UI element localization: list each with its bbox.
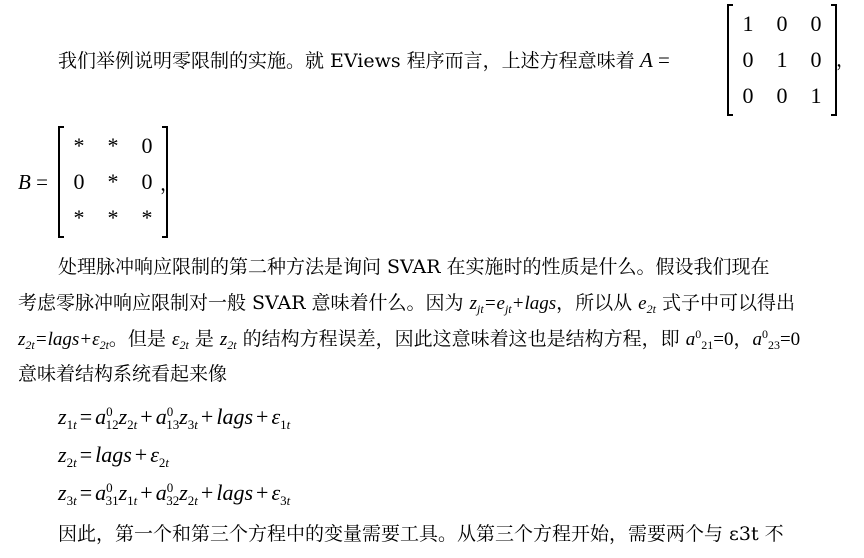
paragraph-2-line-2: 考虑零脉冲响应限制对一般 SVAR 意味着什么。因为 $z_{jt}=e_{jt}+lags$，所以从 $e_{2t}$ 式子中可以得出 bbox=[18, 292, 795, 316]
matrix-a-cell: 0 bbox=[810, 47, 822, 72]
matrix-b-cell: 0 bbox=[141, 169, 153, 194]
matrix-b-cell: * bbox=[73, 205, 85, 230]
matrix-a-cell: 0 bbox=[776, 11, 788, 36]
matrix-a-cell: 0 bbox=[742, 83, 754, 108]
matrix-b-cell: * bbox=[107, 169, 119, 194]
matrix-b-cell: 0 bbox=[141, 133, 153, 158]
inline-math-z2t: $z_{2t}$ bbox=[219, 329, 237, 352]
matrix-a-trail: ， bbox=[836, 49, 856, 71]
matrix-a-cell: 0 bbox=[742, 47, 754, 72]
equation-2: $z_{2t}$ = lags + $\varepsilon_{2t}$ bbox=[58, 442, 170, 470]
inline-math-z-jt: $z_{jt}=e_{jt}+lags$ bbox=[469, 293, 557, 316]
inline-math-e2t: $e_{2t}$ bbox=[638, 293, 656, 316]
paragraph-1-line bbox=[58, 48, 670, 73]
inline-math-a21: $a^0_{21}=0$ bbox=[685, 327, 734, 352]
inline-math-eps2t: $\varepsilon_{2t}$ bbox=[171, 329, 189, 352]
inline-math-a23: $a^0_{23}=0$ bbox=[752, 327, 801, 352]
matrix-a-cell: 0 bbox=[810, 11, 822, 36]
matrix-a-cell: 0 bbox=[776, 83, 788, 108]
matrix-b-cell: * bbox=[107, 205, 119, 230]
matrix-b-cell: * bbox=[107, 133, 119, 158]
paragraph-2-line-3: $z_{2t}=lags+\varepsilon_{2t}$。但是 $\varepsilon_{2t}$ 是 $z_{2t}$ 的结构方程误差，因此这意味着这也是结构方程，即 $a^0_{21}=0$，$a^0_{23}=0$ bbox=[18, 327, 801, 352]
matrix-b bbox=[58, 128, 168, 236]
matrix-b-trail: ， bbox=[160, 173, 180, 195]
matrix-a-cell: 1 bbox=[776, 47, 788, 72]
matrix-b-cell: * bbox=[73, 133, 85, 158]
paragraph-2-line-1: 处理脉冲响应限制的第二种方法是询问 SVAR 在实施时的性质是什么。假设我们现在 bbox=[58, 256, 770, 278]
matrix-b-label: B = bbox=[18, 170, 48, 194]
paragraph-1-text: 我们举例说明零限制的实施。就 EViews 程序而言，上述方程意味着 bbox=[58, 50, 635, 72]
matrix-b-cell: * bbox=[141, 205, 153, 230]
paragraph-2-line-4: 意味着结构系统看起来像 bbox=[18, 363, 228, 385]
paragraph-3-line: 因此，第一个和第三个方程中的变量需要工具。从第三个方程开始，需要两个与 ε3t 不 bbox=[58, 523, 784, 545]
matrix-a-label: A = bbox=[639, 48, 670, 72]
matrix-a-cell: 1 bbox=[810, 83, 822, 108]
matrix-b-cell: 0 bbox=[73, 169, 85, 194]
equation-3: $z_{3t} = a^0_{31}z_{1t} + a^0_{32}z_{2t}$ + lags + $\varepsilon_{3t}$ bbox=[58, 480, 291, 508]
matrix-a-cell: 1 bbox=[742, 11, 754, 36]
equation-1: $z_{1t} = a^0_{12}z_{2t} + a^0_{13}z_{3t}$ + lags + $\varepsilon_{1t}$ bbox=[58, 404, 291, 432]
inline-math-z2t-eq: $z_{2t}=lags+\varepsilon_{2t}$ bbox=[18, 329, 109, 352]
matrix-a bbox=[727, 6, 837, 114]
